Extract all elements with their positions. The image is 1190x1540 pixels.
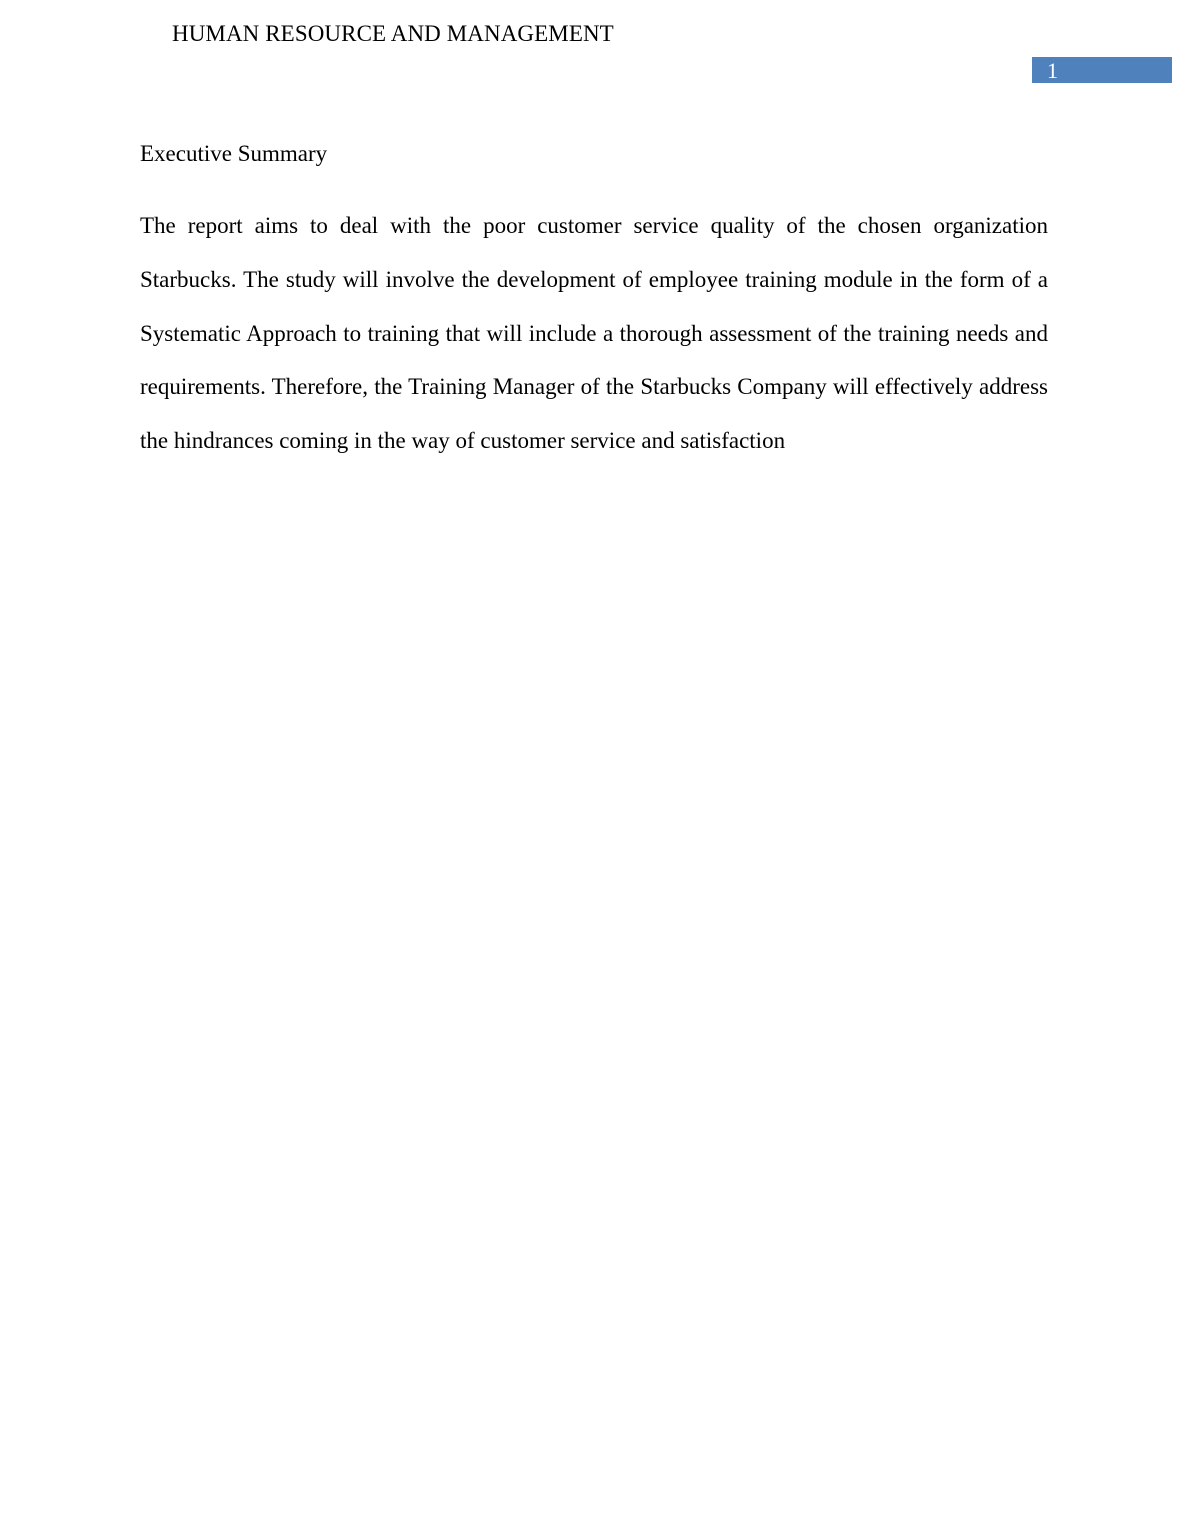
section-heading: Executive Summary <box>140 141 328 166</box>
page-number-badge <box>1032 57 1172 83</box>
page-number: 1 <box>1047 58 1058 83</box>
executive-summary-paragraph: The report aims to deal with the poor customer service quality of the chosen organization Starbucks. The study will involve the development of employee training module in the form of a Systematic Approach to training that will include a thorough assessment of the training needs and requirements. Therefore, the Training Manager of the Starbucks Company will effectively address the hindrances coming in the way of customer service and satisfaction <box>140 213 1048 453</box>
running-header-title: HUMAN RESOURCE AND MANAGEMENT <box>172 21 614 46</box>
